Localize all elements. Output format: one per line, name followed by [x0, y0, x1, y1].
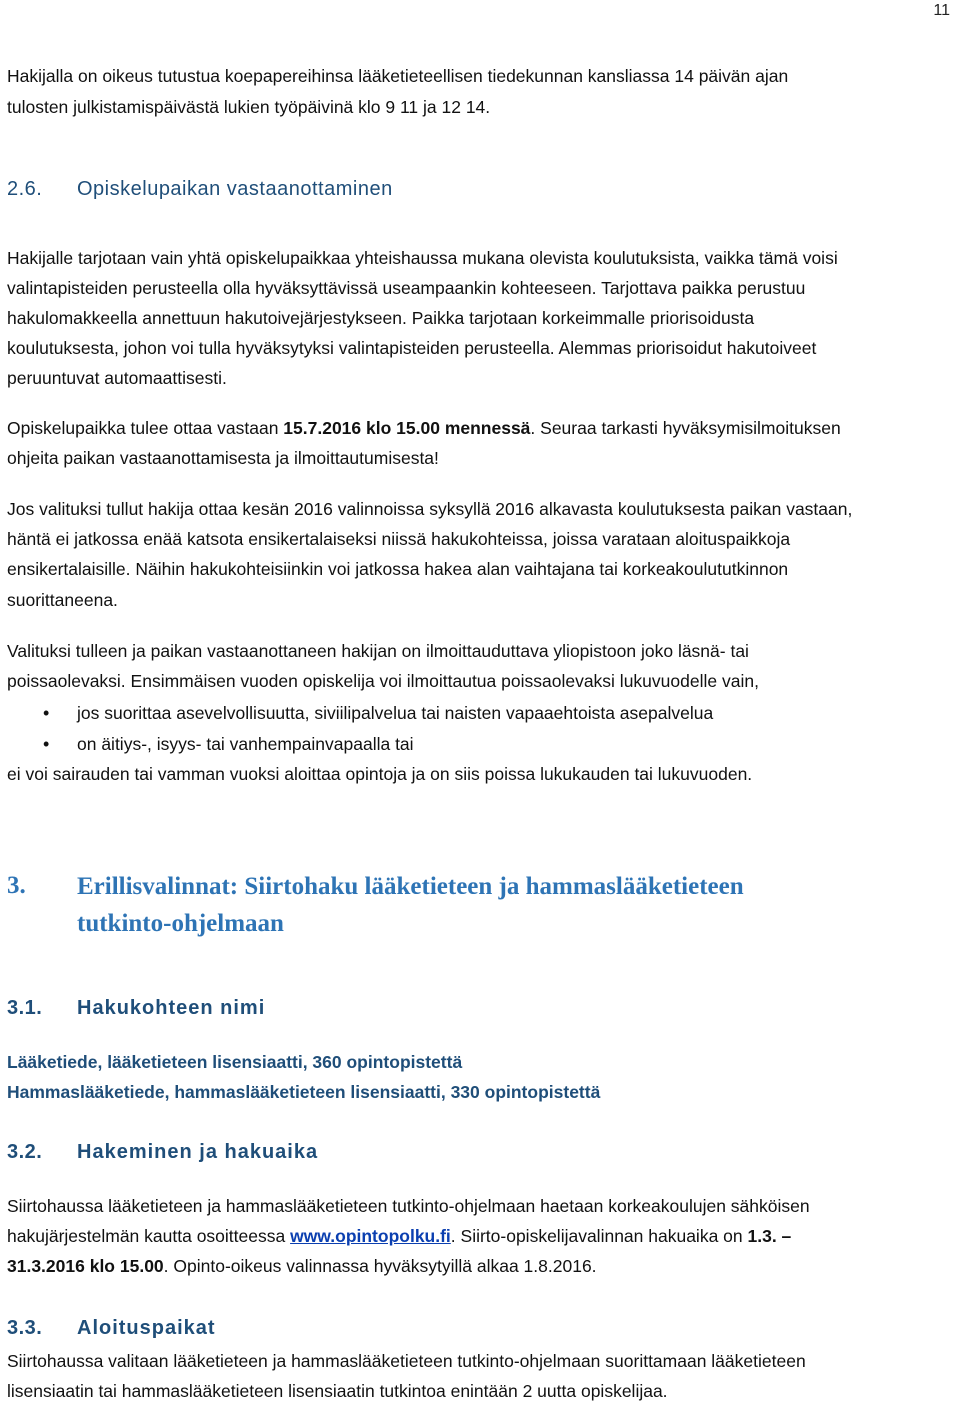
p3-line-4: suorittaneena.: [7, 590, 118, 610]
p1-line-3: hakulomakkeella annettuun hakutoivejärjestykseen. Paikka tarjotaan korkeimmalle priorisoidusta: [7, 308, 755, 328]
intro-line-2: tulosten julkistamispäivästä lukien työpäivinä klo 9 11 ja 12 14.: [7, 97, 491, 117]
p2-text: Opiskelupaikka tulee ottaa vastaan: [7, 418, 284, 438]
s32-date-end: 31.3.2016 klo 15.00: [7, 1256, 164, 1276]
p2-line-2: ohjeita paikan vastaanottamisesta ja ilmoittautumisesta!: [7, 448, 439, 468]
bullet-item-2: on äitiys-, isyys- tai vanhempainvapaalla tai: [77, 734, 414, 754]
s32-text-mid: . Siirto-opiskelijavalinnan hakuaika on: [450, 1226, 748, 1246]
p2-line-1: [7, 413, 841, 443]
p2-deadline: 15.7.2016 klo 15.00 mennessä: [283, 418, 531, 438]
section-3-number: 3.: [7, 872, 26, 899]
p3-line-2: häntä ei jatkossa enää katsota ensikertalaiseksi niissä hakukohteissa, joissa varataan aloituspaikkoja: [7, 529, 791, 549]
intro-line-1: Hakijalla on oikeus tutustua koepapereihinsa lääketieteellisen tiedekunnan kansliassa 14 päivän ajan: [7, 66, 789, 86]
p1-line-1: Hakijalle tarjotaan vain yhtä opiskelupaikkaa yhteishaussa mukana olevista koulutuksista, vaikka tämä voisi: [7, 248, 838, 268]
section-3-2-number: 3.2.: [7, 1141, 43, 1163]
p2-text-end: . Seuraa tarkasti hyväksymisilmoituksen: [530, 418, 841, 438]
p3-line-1: Jos valituksi tullut hakija ottaa kesän 2016 valinnoissa syksyllä 2016 alkavasta koulutuksesta paikan vastaan,: [7, 499, 853, 519]
p1-line-4: koulutuksesta, johon voi tulla hyväksytyksi valintapisteiden perusteella. Alemmas priorisoidut hakutoiveet: [7, 338, 817, 358]
s32-text-end: . Opinto-oikeus valinnassa hyväksytyillä alkaa 1.8.2016.: [163, 1256, 597, 1276]
section-2-6-number: 2.6.: [7, 178, 43, 200]
p4-line-1: Valituksi tulleen ja paikan vastaanottaneen hakijan on ilmoittauduttava yliopistoon joko läsnä- tai: [7, 641, 749, 661]
s33-line-1: Siirtohaussa valitaan lääketieteen ja hammaslääketieteen tutkinto-ohjelmaan suorittamaan lääketieteen: [7, 1351, 806, 1371]
p4-line-2: poissaolevaksi. Ensimmäisen vuoden opiskelija voi ilmoittautua poissaolevaksi lukuvuodelle vain,: [7, 671, 759, 691]
section-3-3-title: Aloituspaikat: [77, 1317, 216, 1339]
bullet-icon: •: [43, 703, 50, 723]
p5-line: ei voi sairauden tai vamman vuoksi aloittaa opintoja ja on siis poissa lukukauden tai lukuvuoden.: [7, 764, 753, 784]
programme-item-2: Hammaslääketiede, hammaslääketieteen lisensiaatti, 330 opintopistettä: [7, 1082, 601, 1102]
bullet-icon: •: [43, 734, 50, 754]
page-number: 11: [933, 2, 950, 19]
section-3-3-number: 3.3.: [7, 1317, 43, 1339]
s32-date-start: 1.3. –: [747, 1226, 792, 1246]
p1-line-5: peruuntuvat automaattisesti.: [7, 368, 227, 388]
s33-line-2: lisensiaatin tai hammaslääketieteen lisensiaatin tutkintoa enintään 2 uutta opiskelijaa.: [7, 1381, 668, 1401]
s32-line-3: [7, 1251, 597, 1281]
s32-line-1: Siirtohaussa lääketieteen ja hammaslääketieteen tutkinto-ohjelmaan haetaan korkeakoulujen sähköisen: [7, 1196, 810, 1216]
p1-line-2: valintapisteiden perusteella olla hyväksyttävissä useampaankin kohteeseen. Tarjottava paikka perustuu: [7, 278, 806, 298]
s32-text: hakujärjestelmän kautta osoitteessa: [7, 1226, 291, 1246]
bullet-item-1: jos suorittaa asevelvollisuutta, siviilipalvelua tai naisten vapaaehtoista asepalvelua: [77, 703, 714, 723]
section-3-1-number: 3.1.: [7, 997, 43, 1019]
section-3-title-line-1: Erillisvalinnat: Siirtohaku lääketieteen ja hammaslääketieteen: [77, 873, 744, 900]
opintopolku-link[interactable]: www.opintopolku.fi: [290, 1226, 451, 1246]
s32-line-2: [7, 1221, 791, 1251]
programme-item-1: Lääketiede, lääketieteen lisensiaatti, 360 opintopistettä: [7, 1052, 463, 1072]
section-3-2-title: Hakeminen ja hakuaika: [77, 1141, 319, 1163]
p3-line-3: ensikertalaisille. Näihin hakukohteisiinkin voi jatkossa hakea alan vaihtajana tai korkeakoulututkinnon: [7, 559, 789, 579]
section-2-6-title: Opiskelupaikan vastaanottaminen: [77, 178, 393, 200]
section-3-title-line-2: tutkinto-ohjelmaan: [77, 910, 284, 937]
section-3-1-title: Hakukohteen nimi: [77, 997, 266, 1019]
